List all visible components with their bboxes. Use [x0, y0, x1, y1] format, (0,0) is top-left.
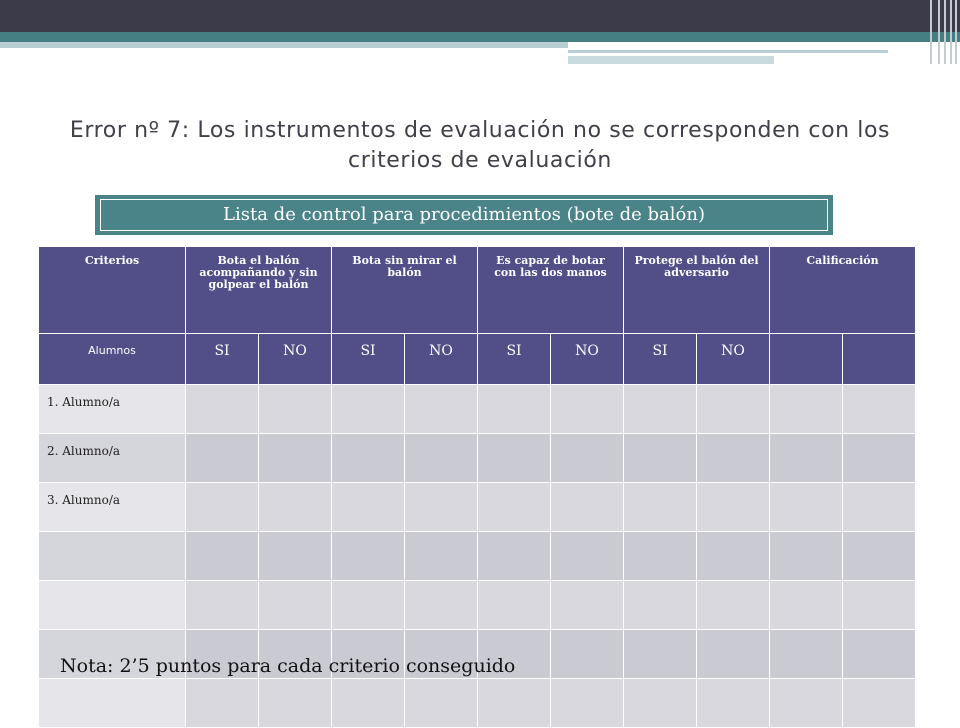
student-name-cell	[39, 581, 186, 630]
mark-cell	[697, 385, 770, 434]
student-name-cell	[39, 679, 186, 728]
subheader-mark: NO	[405, 334, 478, 385]
mark-cell	[624, 532, 697, 581]
mark-cell	[405, 532, 478, 581]
subheader-mark: NO	[259, 334, 332, 385]
mark-cell	[770, 581, 843, 630]
table-row	[39, 532, 916, 581]
top-band-accent	[568, 56, 774, 64]
mark-cell	[332, 532, 405, 581]
top-band-dark	[0, 0, 960, 32]
header-criterion-3: Es capaz de botar con las dos manos	[478, 247, 624, 334]
table-row	[39, 483, 916, 532]
mark-cell	[405, 483, 478, 532]
header-criterios: Criterios	[39, 247, 186, 334]
mark-cell	[843, 532, 916, 581]
header-calificacion: Calificación	[770, 247, 916, 334]
mark-cell	[770, 483, 843, 532]
mark-cell	[770, 385, 843, 434]
header-criterion-2: Bota sin mirar el balón	[332, 247, 478, 334]
mark-cell	[405, 385, 478, 434]
subheader-mark: NO	[551, 334, 624, 385]
subheader-alumnos: Alumnos	[39, 334, 186, 385]
mark-cell	[332, 385, 405, 434]
mark-cell	[186, 532, 259, 581]
subheader-mark: NO	[697, 334, 770, 385]
mark-cell	[697, 679, 770, 728]
mark-cell	[624, 581, 697, 630]
mark-cell	[332, 581, 405, 630]
mark-cell	[405, 679, 478, 728]
slide-title-line2: criterios de evaluación	[348, 148, 612, 173]
mark-cell	[551, 581, 624, 630]
mark-cell	[478, 581, 551, 630]
mark-cell	[259, 483, 332, 532]
mark-cell	[478, 385, 551, 434]
mark-cell	[843, 630, 916, 679]
slide-title-line1: Error nº 7: Los instrumentos de evaluación no se corresponden con los	[69, 118, 891, 143]
subheader-mark: SI	[624, 334, 697, 385]
mark-cell	[259, 679, 332, 728]
mark-cell	[697, 434, 770, 483]
mark-cell	[186, 581, 259, 630]
mark-cell	[551, 385, 624, 434]
subheader-empty	[843, 334, 916, 385]
subheader-mark: SI	[332, 334, 405, 385]
table-row	[39, 385, 916, 434]
mark-cell	[624, 630, 697, 679]
mark-cell	[770, 434, 843, 483]
mark-cell	[624, 385, 697, 434]
mark-cell	[259, 581, 332, 630]
mark-cell	[186, 385, 259, 434]
mark-cell	[478, 679, 551, 728]
mark-cell	[843, 434, 916, 483]
table-row	[39, 679, 916, 728]
mark-cell	[697, 630, 770, 679]
table-row	[39, 434, 916, 483]
mark-cell	[186, 679, 259, 728]
student-name-cell: 1. Alumno/a	[39, 385, 186, 434]
mark-cell	[478, 434, 551, 483]
student-name-cell	[39, 532, 186, 581]
subheader-mark: SI	[478, 334, 551, 385]
mark-cell	[186, 483, 259, 532]
mark-cell	[770, 679, 843, 728]
mark-cell	[770, 532, 843, 581]
mark-cell	[551, 630, 624, 679]
mark-cell	[478, 532, 551, 581]
table-header-row	[39, 247, 916, 334]
mark-cell	[332, 679, 405, 728]
mark-cell	[259, 532, 332, 581]
mark-cell	[551, 483, 624, 532]
student-name-cell: 2. Alumno/a	[39, 434, 186, 483]
mark-cell	[843, 581, 916, 630]
table-subheader-row	[39, 334, 916, 385]
mark-cell	[332, 434, 405, 483]
top-band-line	[568, 50, 888, 53]
subtitle-banner-text: Lista de control para procedimientos (bote de balón)	[223, 204, 705, 225]
subtitle-banner	[96, 196, 832, 234]
mark-cell	[259, 385, 332, 434]
mark-cell	[697, 532, 770, 581]
subheader-mark: SI	[186, 334, 259, 385]
mark-cell	[259, 434, 332, 483]
mark-cell	[843, 385, 916, 434]
table-row	[39, 581, 916, 630]
mark-cell	[624, 679, 697, 728]
mark-cell	[551, 532, 624, 581]
mark-cell	[697, 483, 770, 532]
mark-cell	[770, 630, 843, 679]
mark-cell	[551, 434, 624, 483]
mark-cell	[551, 679, 624, 728]
subheader-empty	[770, 334, 843, 385]
slide-title	[40, 116, 920, 176]
mark-cell	[405, 434, 478, 483]
mark-cell	[478, 483, 551, 532]
mark-cell	[624, 434, 697, 483]
student-name-cell: 3. Alumno/a	[39, 483, 186, 532]
top-band-light	[0, 42, 568, 48]
corner-stripes	[924, 0, 960, 64]
header-criterion-1: Bota el balón acompañando y sin golpear el balón	[186, 247, 332, 334]
header-criterion-4: Protege el balón del adversario	[624, 247, 770, 334]
mark-cell	[843, 679, 916, 728]
mark-cell	[843, 483, 916, 532]
mark-cell	[624, 483, 697, 532]
footnote: Nota: 2’5 puntos para cada criterio conseguido	[60, 655, 516, 677]
top-band-teal	[0, 32, 960, 42]
mark-cell	[697, 581, 770, 630]
mark-cell	[186, 434, 259, 483]
mark-cell	[405, 581, 478, 630]
mark-cell	[332, 483, 405, 532]
